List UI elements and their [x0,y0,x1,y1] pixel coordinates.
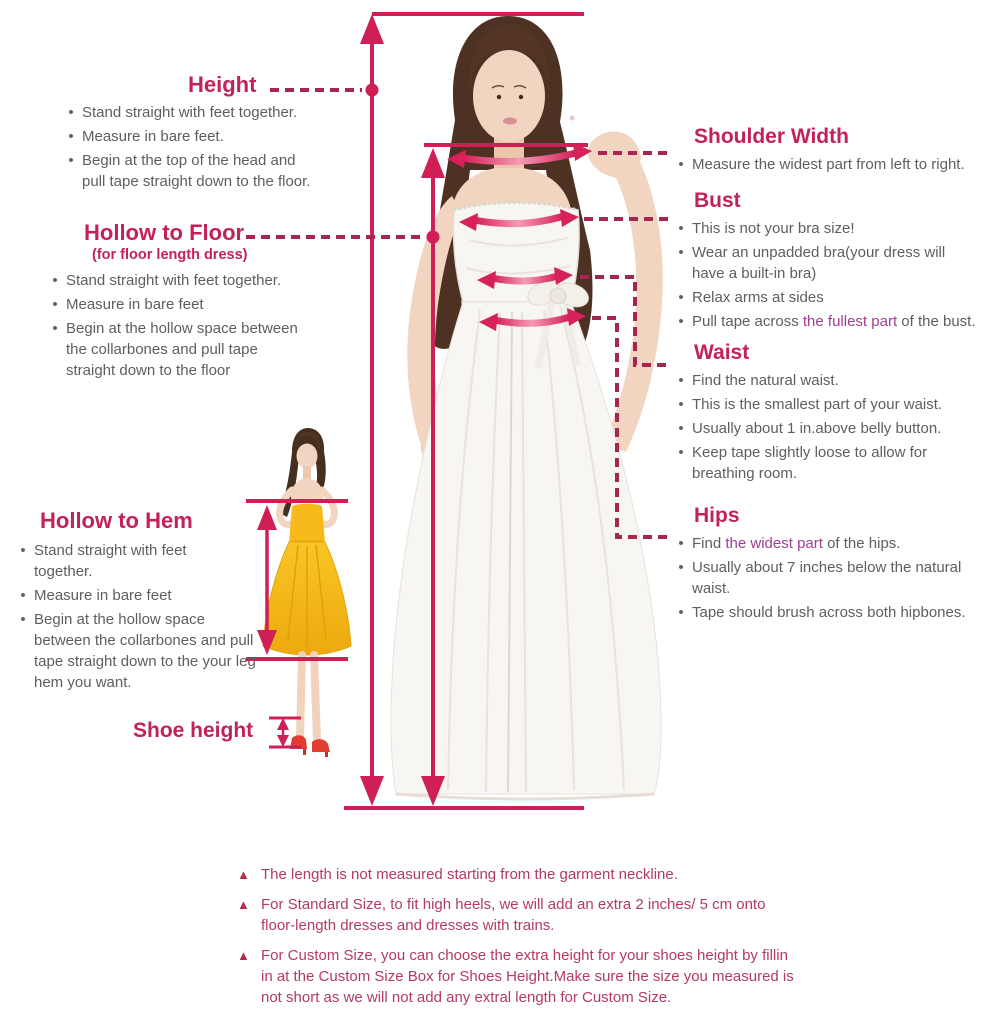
note-item [237,864,999,885]
small-right-leg [314,655,317,740]
bullet-dot: • [678,444,684,461]
height-arrow-up [360,14,384,44]
section-hips [676,503,998,626]
bullet-dot: • [678,372,684,389]
warning-triangle-icon: ▲ [237,867,250,882]
bullet-dot: • [678,396,684,413]
bullet-item: • Measure the widest part from left to right. [676,154,998,175]
footnotes [237,864,999,1017]
bullet-item: • Stand straight with feet together. [18,540,274,582]
bullet-dot: • [52,320,58,337]
bullet-item: • Find the natural waist. [676,370,998,391]
shoe-heel [325,752,328,757]
bullet-dot: • [20,611,26,628]
height-connector-dot [366,84,379,97]
bullet-dot: • [678,604,684,621]
bullet-item: • Usually about 1 in.above belly button. [676,418,998,439]
hollow-arrow-up [421,148,445,178]
hollow-to-floor-bullets [48,270,378,381]
left-eye [497,95,501,99]
face [473,50,545,142]
note-text: For Custom Size, you can choose the extra height for your shoes height by fillin in at the Custom Size Box for Shoes Height.Make sure the size you measured is not short as we will not add any extral length for Custom Size. [261,947,794,1006]
bullet-item: • Stand straight with feet together. [66,102,362,123]
shoe-arrow-down [277,735,289,747]
warning-triangle-icon: ▲ [237,897,250,912]
small-neck [303,466,311,480]
bullet-item: • Pull tape across the fullest part of the bust. [676,311,998,332]
bullet-item: • Relax arms at sides [676,287,998,308]
bullet-item: • This is not your bra size! [676,218,998,239]
bullet-dot: • [20,542,26,559]
bullet-dot: • [678,559,684,576]
waist-bullets [676,370,998,484]
note-text: The length is not measured starting from the garment neckline. [261,866,678,883]
bullet-item: • Begin at the hollow space between the collarbones and pull tape straight down to the your leg hem you want. [18,609,274,693]
section-shoulder-width [676,124,998,178]
earring [570,116,575,121]
section-title-hollow-to-floor: Hollow to Floor [84,220,245,245]
hollow-to-hem-bullets [14,540,274,693]
bullet-dot: • [20,587,26,604]
shoulder-width-bullets [676,154,998,175]
highlighted-phrase: the widest part [725,535,823,552]
bullet-dot: • [68,152,74,169]
bullet-item: • This is the smallest part of your waist. [676,394,998,415]
hollow-connector-dot [427,231,440,244]
bullet-item: • Begin at the hollow space between the collarbones and pull tape straight down to the floor [50,318,378,381]
bullet-item: • Tape should brush across both hipbones. [676,602,998,623]
bullet-dot: • [68,128,74,145]
bullet-item: • Stand straight with feet together. [50,270,378,291]
bullet-dot: • [52,272,58,289]
bullet-dot: • [678,244,684,261]
height-arrow-down [360,776,384,806]
section-waist [676,340,998,487]
section-bust [676,188,998,335]
hips-bullets [676,533,998,623]
section-hollow-to-hem [14,508,274,696]
bullet-dot: • [678,289,684,306]
highlighted-phrase: the fullest part [802,313,898,330]
bullet-dot: • [678,220,684,237]
section-shoe-height [133,718,253,744]
bullet-dot: • [68,104,74,121]
bullet-item: • Measure in bare feet [50,294,378,315]
section-title-hips: Hips [694,504,740,527]
note-item [237,894,999,936]
bullet-item: • Keep tape slightly loose to allow for breathing room. [676,442,998,484]
section-height [62,72,362,195]
shoe-arrow-up [277,718,289,730]
right-eye [519,95,523,99]
section-title-shoe-height: Shoe height [133,719,254,742]
bullet-item: • Find the widest part of the hips. [676,533,998,554]
height-bullets [62,102,362,192]
section-subtitle-hollow-to-floor: (for floor length dress) [92,247,248,263]
bullet-dot: • [678,156,684,173]
small-left-leg [300,655,302,738]
lips [503,118,517,125]
shoe-heel [303,749,306,755]
bullet-dot: • [678,420,684,437]
section-title-bust: Bust [694,189,741,212]
note-text: For Standard Size, to fit high heels, we will add an extra 2 inches/ 5 cm onto floor-length dresses and dresses with trains. [261,896,766,934]
note-item [237,945,999,1008]
bullet-item: • Begin at the top of the head and pull tape straight down to the floor. [66,150,362,192]
bullet-item: • Wear an unpadded bra(your dress will have a built-in bra) [676,242,998,284]
bullet-dot: • [678,313,684,330]
section-title-height: Height [188,72,257,97]
section-title-waist: Waist [694,341,750,364]
section-title-hollow-to-hem: Hollow to Hem [40,508,193,533]
small-model-figure [263,428,351,757]
warning-triangle-icon: ▲ [237,948,250,963]
small-right-shoe [312,739,330,752]
section-title-shoulder-width: Shoulder Width [694,125,849,148]
bust-bullets [676,218,998,332]
bullet-item: • Measure in bare feet. [66,126,362,147]
bullet-dot: • [678,535,684,552]
bullet-dot: • [52,296,58,313]
small-dress-bodice [289,504,325,542]
small-face [297,444,318,469]
section-hollow-to-floor [48,220,378,384]
bullet-item: • Usually about 7 inches below the natural waist. [676,557,998,599]
bullet-item: • Measure in bare feet [18,585,274,606]
